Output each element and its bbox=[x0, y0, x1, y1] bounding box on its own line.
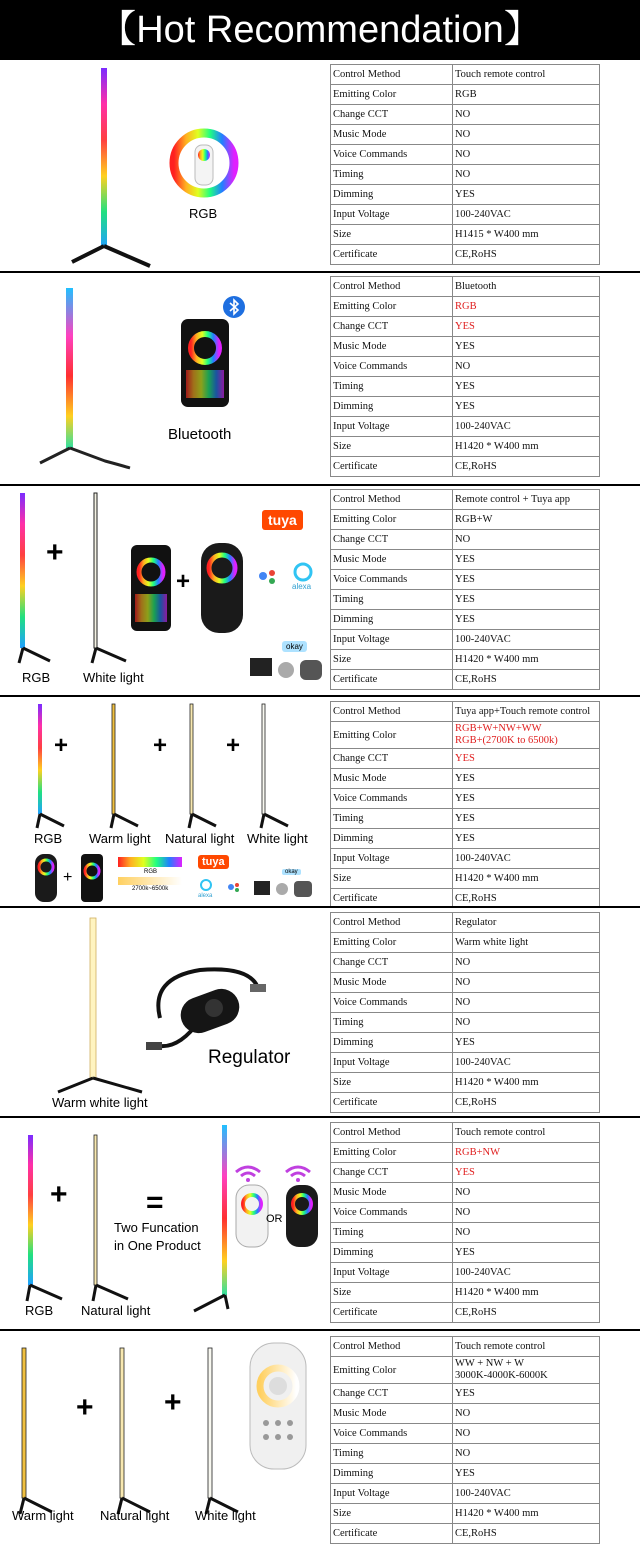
spec-row bbox=[331, 769, 600, 789]
rgb-floor-lamp bbox=[14, 491, 54, 666]
spec-row bbox=[331, 125, 600, 145]
spec-row bbox=[331, 277, 600, 297]
spec-row bbox=[331, 869, 600, 889]
label-bluetooth: Bluetooth bbox=[168, 426, 232, 443]
spec-value: NO bbox=[453, 1404, 600, 1424]
spec-key: Emitting Color bbox=[331, 933, 453, 953]
spec-row bbox=[331, 809, 600, 829]
spec-row bbox=[331, 570, 600, 590]
spec-table-6 bbox=[330, 1122, 600, 1323]
spec-row bbox=[331, 417, 600, 437]
spec-key: Dimming bbox=[331, 1033, 453, 1053]
spec-key: Timing bbox=[331, 165, 453, 185]
spec-value: CE,RoHS bbox=[453, 670, 600, 690]
label-warm-white-light: Warm white light bbox=[52, 1095, 148, 1110]
plus-sign-small: + bbox=[63, 869, 73, 886]
label-white-light: White light bbox=[195, 1508, 256, 1523]
spec-key: Change CCT bbox=[331, 1384, 453, 1404]
spec-value: Warm white light bbox=[453, 933, 600, 953]
spec-value: H1420 * W400 mm bbox=[453, 437, 600, 457]
spec-value: YES bbox=[453, 377, 600, 397]
spec-key: Music Mode bbox=[331, 1183, 453, 1203]
spec-row bbox=[331, 65, 600, 85]
spec-row bbox=[331, 1123, 600, 1143]
label-natural-light: Natural light bbox=[81, 1303, 151, 1318]
spec-key: Music Mode bbox=[331, 125, 453, 145]
spec-value: NO bbox=[453, 145, 600, 165]
equals-sign: = bbox=[146, 1186, 164, 1219]
alexa-label: alexa bbox=[292, 582, 312, 591]
natural-floor-lamp bbox=[110, 1346, 160, 1521]
product-section-2 bbox=[0, 273, 640, 486]
label-natural-light: Natural light bbox=[165, 831, 235, 846]
spec-value: Touch remote control bbox=[453, 1337, 600, 1357]
smart-devices-icon bbox=[252, 879, 322, 901]
spec-key: Control Method bbox=[331, 1123, 453, 1143]
spec-value: NO bbox=[453, 1013, 600, 1033]
spec-key: Size bbox=[331, 650, 453, 670]
spec-row bbox=[331, 1404, 600, 1424]
spec-value: 100-240VAC bbox=[453, 1053, 600, 1073]
label-warm-light: Warm light bbox=[89, 831, 151, 846]
spec-key: Timing bbox=[331, 1223, 453, 1243]
spec-key: Control Method bbox=[331, 277, 453, 297]
spec-value: YES bbox=[453, 337, 600, 357]
spec-value-line: 3000K-4000K-6000K bbox=[455, 1370, 548, 1381]
spec-key: Dimming bbox=[331, 397, 453, 417]
spec-row bbox=[331, 297, 600, 317]
spec-key: Dimming bbox=[331, 829, 453, 849]
spec-row bbox=[331, 1444, 600, 1464]
spec-key: Input Voltage bbox=[331, 1263, 453, 1283]
spec-row bbox=[331, 490, 600, 510]
spec-key: Dimming bbox=[331, 185, 453, 205]
spec-row bbox=[331, 889, 600, 909]
tuya-logo: tuya bbox=[262, 510, 303, 530]
bluetooth-floor-lamp bbox=[30, 273, 140, 483]
spec-value: YES bbox=[453, 550, 600, 570]
spec-value-line: RGB+W+NW+WW bbox=[455, 723, 542, 734]
spec-value: NO bbox=[453, 1444, 600, 1464]
spec-row bbox=[331, 973, 600, 993]
spec-value: YES bbox=[453, 1163, 600, 1183]
spec-row bbox=[331, 953, 600, 973]
warm-floor-lamp bbox=[108, 702, 148, 832]
spec-key: Control Method bbox=[331, 702, 453, 722]
spec-key: Size bbox=[331, 437, 453, 457]
rgb-floor-lamp bbox=[34, 702, 74, 832]
spec-key: Timing bbox=[331, 377, 453, 397]
spec-table-3 bbox=[330, 489, 600, 690]
spec-value: NO bbox=[453, 1424, 600, 1444]
spec-key: Control Method bbox=[331, 490, 453, 510]
spec-value: H1415 * W400 mm bbox=[453, 225, 600, 245]
spec-row bbox=[331, 1384, 600, 1404]
spec-value: 100-240VAC bbox=[453, 1263, 600, 1283]
spec-row bbox=[331, 650, 600, 670]
spec-key: Emitting Color bbox=[331, 510, 453, 530]
plus-sign: + bbox=[46, 536, 64, 569]
spec-row bbox=[331, 849, 600, 869]
spec-key: Dimming bbox=[331, 1464, 453, 1484]
spec-value: H1420 * W400 mm bbox=[453, 1504, 600, 1524]
spec-value bbox=[453, 722, 600, 749]
spec-value: YES bbox=[453, 809, 600, 829]
spec-value: YES bbox=[453, 397, 600, 417]
spec-row bbox=[331, 590, 600, 610]
spec-value: Regulator bbox=[453, 913, 600, 933]
spec-value: CE,RoHS bbox=[453, 457, 600, 477]
spec-value: YES bbox=[453, 749, 600, 769]
spec-key: Size bbox=[331, 1504, 453, 1524]
spec-table-4 bbox=[330, 701, 600, 908]
spec-table-7 bbox=[330, 1336, 600, 1544]
black-remote-icon bbox=[285, 1184, 319, 1248]
label-rgb: RGB bbox=[22, 670, 51, 685]
spec-row bbox=[331, 530, 600, 550]
spec-value: Remote control + Tuya app bbox=[453, 490, 600, 510]
spec-key: Change CCT bbox=[331, 317, 453, 337]
spec-row bbox=[331, 377, 600, 397]
spec-key: Input Voltage bbox=[331, 849, 453, 869]
spec-value: Tuya app+Touch remote control bbox=[453, 702, 600, 722]
spec-key: Size bbox=[331, 225, 453, 245]
spec-key: Input Voltage bbox=[331, 417, 453, 437]
spec-key: Size bbox=[331, 1073, 453, 1093]
spec-value: H1420 * W400 mm bbox=[453, 1073, 600, 1093]
white-remote-icon bbox=[235, 1184, 269, 1248]
spec-row bbox=[331, 397, 600, 417]
remote-control-icon bbox=[200, 542, 244, 634]
spec-value: RGB bbox=[453, 297, 600, 317]
spec-row bbox=[331, 1203, 600, 1223]
two-function-line-1: Two Funcation bbox=[114, 1220, 199, 1235]
spec-value: NO bbox=[453, 953, 600, 973]
spec-key: Certificate bbox=[331, 1093, 453, 1113]
spec-value: 100-240VAC bbox=[453, 417, 600, 437]
spec-row bbox=[331, 1223, 600, 1243]
product-section-4 bbox=[0, 697, 640, 908]
spec-value: CE,RoHS bbox=[453, 1093, 600, 1113]
label-rgb: RGB bbox=[25, 1303, 54, 1318]
spec-value: YES bbox=[453, 570, 600, 590]
spec-value: CE,RoHS bbox=[453, 889, 600, 909]
spec-value: Touch remote control bbox=[453, 1123, 600, 1143]
plus-sign: + bbox=[153, 732, 168, 759]
spec-value: CE,RoHS bbox=[453, 1303, 600, 1323]
spec-key: Size bbox=[331, 869, 453, 889]
spec-value: RGB+W bbox=[453, 510, 600, 530]
spec-value: 100-240VAC bbox=[453, 1484, 600, 1504]
spec-value: NO bbox=[453, 993, 600, 1013]
spec-row bbox=[331, 510, 600, 530]
spec-value: YES bbox=[453, 1243, 600, 1263]
spec-value: 100-240VAC bbox=[453, 630, 600, 650]
spec-value: NO bbox=[453, 1183, 600, 1203]
spec-key: Voice Commands bbox=[331, 357, 453, 377]
spec-row bbox=[331, 1013, 600, 1033]
product-section-3 bbox=[0, 486, 640, 697]
spec-key: Control Method bbox=[331, 65, 453, 85]
spec-key: Music Mode bbox=[331, 1404, 453, 1424]
spec-row bbox=[331, 145, 600, 165]
spec-value: H1420 * W400 mm bbox=[453, 869, 600, 889]
spec-value: CE,RoHS bbox=[453, 245, 600, 265]
spec-row bbox=[331, 1283, 600, 1303]
spec-row bbox=[331, 185, 600, 205]
spec-key: Control Method bbox=[331, 1337, 453, 1357]
plus-sign: + bbox=[50, 1178, 68, 1211]
spec-row bbox=[331, 749, 600, 769]
plus-sign: + bbox=[76, 1391, 94, 1424]
spec-value-line: RGB+(2700K to 6500k) bbox=[455, 735, 558, 746]
spec-value: NO bbox=[453, 530, 600, 550]
spec-key: Certificate bbox=[331, 245, 453, 265]
spec-table-2 bbox=[330, 276, 600, 477]
spec-row bbox=[331, 1093, 600, 1113]
phone-app-icon bbox=[180, 318, 230, 408]
spec-row bbox=[331, 670, 600, 690]
spec-value: YES bbox=[453, 317, 600, 337]
spec-key: Emitting Color bbox=[331, 297, 453, 317]
spec-value: YES bbox=[453, 769, 600, 789]
spec-value-line: WW + NW + W bbox=[455, 1358, 524, 1369]
spec-row bbox=[331, 610, 600, 630]
smart-devices-icon bbox=[248, 654, 328, 684]
spec-row bbox=[331, 913, 600, 933]
spec-row bbox=[331, 789, 600, 809]
spec-row bbox=[331, 1143, 600, 1163]
spec-key: Certificate bbox=[331, 457, 453, 477]
plus-sign: + bbox=[176, 568, 191, 595]
banner-title: 【Hot Recommendation】 bbox=[0, 0, 640, 60]
alexa-icon bbox=[293, 562, 313, 582]
spec-key: Change CCT bbox=[331, 530, 453, 550]
label-warm-light: Warm light bbox=[12, 1508, 74, 1523]
spec-key: Input Voltage bbox=[331, 1484, 453, 1504]
spec-row bbox=[331, 205, 600, 225]
okay-bubble: okay bbox=[282, 641, 307, 652]
spec-value: NO bbox=[453, 125, 600, 145]
spec-row bbox=[331, 1053, 600, 1073]
white-floor-lamp bbox=[198, 1346, 248, 1521]
plus-sign: + bbox=[226, 732, 241, 759]
spec-key: Voice Commands bbox=[331, 789, 453, 809]
spec-key: Timing bbox=[331, 809, 453, 829]
combo-floor-lamp bbox=[188, 1123, 238, 1313]
wifi-signal-icon bbox=[284, 1164, 312, 1182]
spec-key: Timing bbox=[331, 590, 453, 610]
spec-key: Input Voltage bbox=[331, 205, 453, 225]
spec-key: Voice Commands bbox=[331, 145, 453, 165]
spec-key: Timing bbox=[331, 1013, 453, 1033]
spec-value: YES bbox=[453, 610, 600, 630]
spec-row bbox=[331, 630, 600, 650]
bluetooth-icon bbox=[222, 295, 246, 319]
spec-row bbox=[331, 1183, 600, 1203]
spec-key: Emitting Color bbox=[331, 85, 453, 105]
spec-row bbox=[331, 1263, 600, 1283]
spec-row bbox=[331, 457, 600, 477]
rgb-color-bar bbox=[118, 857, 182, 869]
spec-key: Voice Commands bbox=[331, 993, 453, 1013]
spec-row bbox=[331, 1424, 600, 1444]
product-section-5 bbox=[0, 908, 640, 1118]
spec-value: CE,RoHS bbox=[453, 1524, 600, 1544]
spec-key: Change CCT bbox=[331, 749, 453, 769]
label-regulator: Regulator bbox=[208, 1047, 291, 1068]
spec-row bbox=[331, 933, 600, 953]
cct-remote-icon bbox=[248, 1341, 308, 1471]
spec-value: NO bbox=[453, 165, 600, 185]
spec-value: NO bbox=[453, 1203, 600, 1223]
spec-value: YES bbox=[453, 1384, 600, 1404]
phone-app-icon bbox=[80, 853, 104, 903]
white-floor-lamp bbox=[88, 491, 133, 666]
spec-table-1 bbox=[330, 64, 600, 265]
spec-key: Music Mode bbox=[331, 337, 453, 357]
spec-row bbox=[331, 105, 600, 125]
spec-key: Input Voltage bbox=[331, 1053, 453, 1073]
spec-value: RGB bbox=[453, 85, 600, 105]
spec-row bbox=[331, 722, 600, 749]
spec-value: H1420 * W400 mm bbox=[453, 1283, 600, 1303]
spec-key: Emitting Color bbox=[331, 1357, 453, 1384]
alexa-icon bbox=[199, 878, 213, 892]
spec-row bbox=[331, 1357, 600, 1384]
label-rgb: RGB bbox=[189, 206, 218, 221]
or-label: OR bbox=[266, 1213, 283, 1225]
spec-key: Voice Commands bbox=[331, 1424, 453, 1444]
tuya-logo: tuya bbox=[198, 855, 229, 869]
spec-value: NO bbox=[453, 973, 600, 993]
spec-key: Size bbox=[331, 1283, 453, 1303]
rgb-floor-lamp bbox=[22, 1133, 72, 1308]
spec-value: H1420 * W400 mm bbox=[453, 650, 600, 670]
spec-key: Certificate bbox=[331, 670, 453, 690]
spec-row bbox=[331, 317, 600, 337]
spec-row bbox=[331, 702, 600, 722]
spec-row bbox=[331, 1163, 600, 1183]
spec-key: Change CCT bbox=[331, 953, 453, 973]
spec-row bbox=[331, 225, 600, 245]
spec-value: YES bbox=[453, 829, 600, 849]
spec-value: NO bbox=[453, 105, 600, 125]
rgb-ring-remote-icon bbox=[164, 123, 244, 203]
spec-value: YES bbox=[453, 1033, 600, 1053]
label-natural-light: Natural light bbox=[100, 1508, 170, 1523]
spec-value: NO bbox=[453, 1223, 600, 1243]
spec-value: YES bbox=[453, 590, 600, 610]
spec-table-5 bbox=[330, 912, 600, 1113]
spec-row bbox=[331, 437, 600, 457]
spec-key: Emitting Color bbox=[331, 1143, 453, 1163]
spec-row bbox=[331, 1073, 600, 1093]
white-floor-lamp bbox=[258, 702, 298, 832]
spec-key: Voice Commands bbox=[331, 570, 453, 590]
alexa-label: alexa bbox=[198, 893, 213, 899]
plus-sign: + bbox=[54, 732, 69, 759]
spec-key: Music Mode bbox=[331, 973, 453, 993]
spec-row bbox=[331, 1504, 600, 1524]
product-section-1 bbox=[0, 60, 640, 273]
spec-row bbox=[331, 1243, 600, 1263]
spec-value bbox=[453, 1357, 600, 1384]
product-section-6 bbox=[0, 1118, 640, 1331]
spec-row bbox=[331, 550, 600, 570]
spec-key: Control Method bbox=[331, 913, 453, 933]
spec-row bbox=[331, 1464, 600, 1484]
phone-app-icon bbox=[130, 544, 172, 632]
spec-value: YES bbox=[453, 1464, 600, 1484]
rgb-floor-lamp bbox=[60, 60, 180, 270]
spec-value: Bluetooth bbox=[453, 277, 600, 297]
rgb-bar-label: RGB bbox=[144, 869, 158, 875]
cct-range-label: 2700k~6500k bbox=[132, 886, 169, 892]
spec-key: Certificate bbox=[331, 889, 453, 909]
google-assistant-icon bbox=[256, 564, 280, 588]
spec-value: NO bbox=[453, 357, 600, 377]
spec-key: Input Voltage bbox=[331, 630, 453, 650]
google-assistant-icon bbox=[226, 879, 242, 895]
spec-row bbox=[331, 993, 600, 1013]
spec-row bbox=[331, 337, 600, 357]
warm-floor-lamp bbox=[12, 1346, 62, 1521]
wifi-signal-icon bbox=[234, 1164, 262, 1182]
spec-row bbox=[331, 1303, 600, 1323]
spec-value: RGB+NW bbox=[453, 1143, 600, 1163]
spec-key: Timing bbox=[331, 1444, 453, 1464]
okay-bubble: okay bbox=[282, 869, 301, 875]
two-function-line-2: in One Product bbox=[114, 1238, 201, 1253]
spec-key: Emitting Color bbox=[331, 722, 453, 749]
spec-value: YES bbox=[453, 185, 600, 205]
spec-row bbox=[331, 357, 600, 377]
remote-control-icon bbox=[34, 853, 58, 903]
spec-key: Music Mode bbox=[331, 550, 453, 570]
spec-key: Change CCT bbox=[331, 105, 453, 125]
spec-value: YES bbox=[453, 789, 600, 809]
spec-key: Dimming bbox=[331, 1243, 453, 1263]
spec-row bbox=[331, 1033, 600, 1053]
spec-row bbox=[331, 245, 600, 265]
spec-row bbox=[331, 829, 600, 849]
label-white-light: White light bbox=[83, 670, 144, 685]
spec-value: 100-240VAC bbox=[453, 205, 600, 225]
natural-floor-lamp bbox=[186, 702, 226, 832]
spec-key: Certificate bbox=[331, 1524, 453, 1544]
spec-row bbox=[331, 1524, 600, 1544]
label-white-light: White light bbox=[247, 831, 308, 846]
label-rgb: RGB bbox=[34, 831, 63, 846]
plus-sign: + bbox=[164, 1386, 182, 1419]
spec-row bbox=[331, 1337, 600, 1357]
spec-row bbox=[331, 1484, 600, 1504]
spec-key: Voice Commands bbox=[331, 1203, 453, 1223]
spec-row bbox=[331, 165, 600, 185]
spec-key: Dimming bbox=[331, 610, 453, 630]
spec-key: Music Mode bbox=[331, 769, 453, 789]
spec-key: Certificate bbox=[331, 1303, 453, 1323]
spec-key: Change CCT bbox=[331, 1163, 453, 1183]
spec-value: Touch remote control bbox=[453, 65, 600, 85]
product-section-7 bbox=[0, 1331, 640, 1546]
spec-row bbox=[331, 85, 600, 105]
spec-value: 100-240VAC bbox=[453, 849, 600, 869]
